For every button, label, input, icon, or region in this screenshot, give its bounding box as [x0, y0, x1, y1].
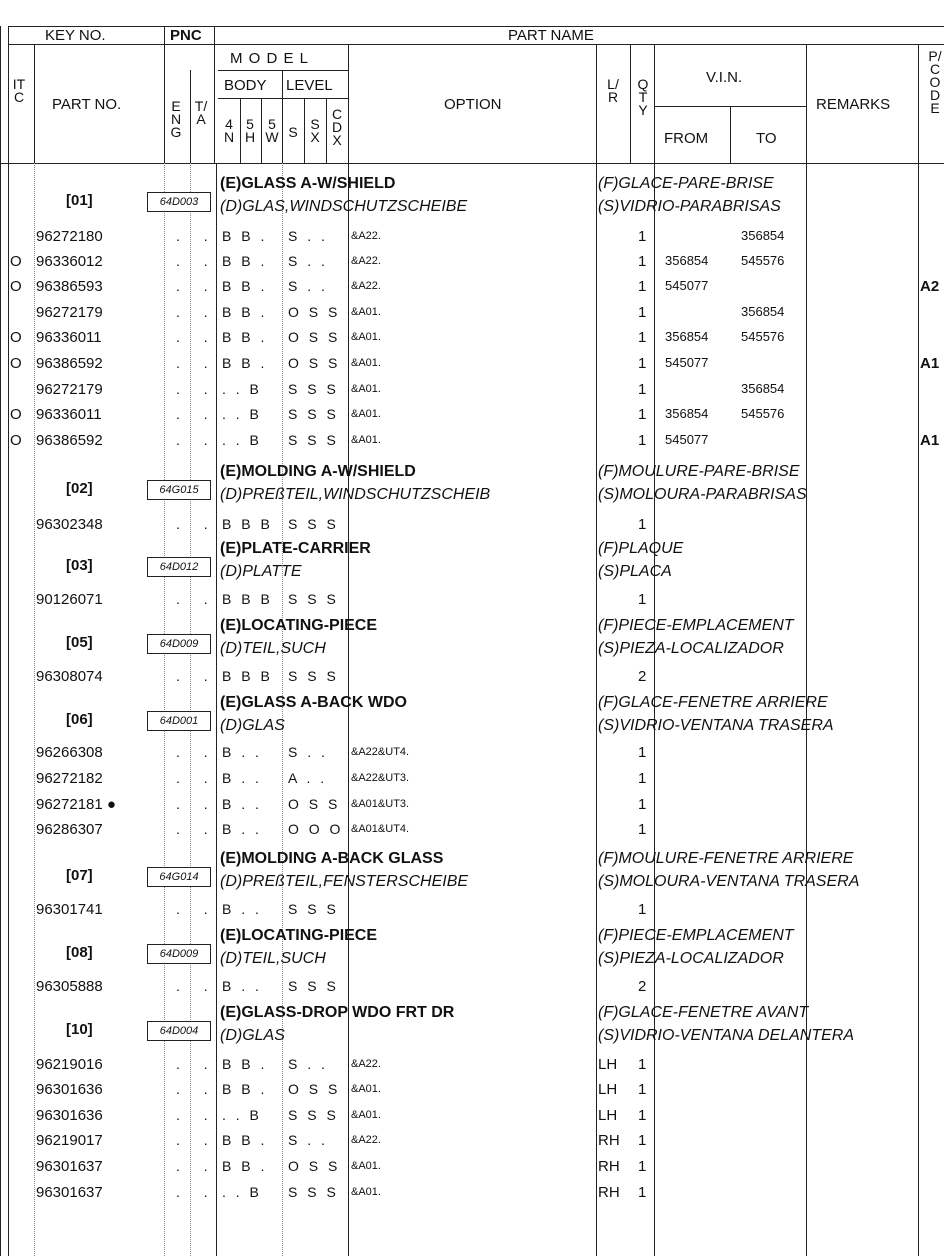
part-name-english: (E)LOCATING-PIECE [220, 927, 378, 944]
body-cell: B B . [222, 355, 268, 371]
quantity: 1 [638, 901, 647, 918]
vin-to: 356854 [741, 304, 785, 319]
quantity: 1 [638, 278, 647, 295]
part-number: 96272181 ● [36, 796, 116, 813]
body-cell: . . B [222, 406, 262, 422]
part-number: 96386593 [36, 278, 103, 295]
left-edge-line [0, 26, 1, 1256]
option-code: &A01&UT4. [351, 823, 410, 835]
level-cell: S S S [288, 901, 339, 917]
quantity: 1 [638, 591, 647, 608]
model-rule [218, 70, 348, 71]
body-cell: B . . [222, 796, 262, 812]
lr-side: RH [598, 1184, 620, 1201]
option-code: &A01. [351, 408, 381, 420]
part-number: 96301636 [36, 1081, 103, 1098]
option-code: &A22&UT4. [351, 746, 410, 758]
quantity: 1 [638, 432, 647, 449]
part-number: 96272182 [36, 770, 103, 787]
quantity: 1 [638, 1081, 647, 1098]
body-cell: B B . [222, 1132, 268, 1148]
key-number: [01] [66, 192, 93, 209]
level-cell: S S S [288, 668, 339, 684]
part-number: 96272180 [36, 228, 103, 245]
quantity: 1 [638, 253, 647, 270]
eng-ta-cell: . . [176, 1158, 218, 1174]
itc-mark: O [10, 406, 22, 423]
part-name-french: (F)PIECE-EMPLACEMENT [598, 617, 794, 634]
vin-right-line [806, 44, 807, 164]
remarks-header: REMARKS [816, 96, 891, 113]
itc-line [34, 44, 35, 164]
remarks-right-line [918, 44, 919, 164]
level-cell: O S S [288, 304, 341, 320]
quantity: 1 [638, 796, 647, 813]
option-code: &A01. [351, 1160, 381, 1172]
quantity: 1 [638, 406, 647, 423]
option-code: &A22. [351, 230, 381, 242]
lr-side: RH [598, 1158, 620, 1175]
part-name-french: (F)PIECE-EMPLACEMENT [598, 927, 794, 944]
level-sx-header: SX [310, 116, 320, 145]
body-cell: B B . [222, 278, 268, 294]
level-cell: S . . [288, 1132, 328, 1148]
body-cell: B B . [222, 253, 268, 269]
part-number: 96386592 [36, 432, 103, 449]
eng-ta-cell: . . [176, 406, 218, 422]
quantity: 1 [638, 1132, 647, 1149]
quantity: 1 [638, 770, 647, 787]
part-name-english: (E)GLASS-DROP WDO FRT DR [220, 1004, 455, 1021]
to-header: TO [756, 130, 777, 147]
part-name-spanish: (S)MOLOURA-PARABRISAS [598, 486, 807, 503]
level-cell: S . . [288, 253, 328, 269]
part-name-german: (D)PREßTEIL,WINDSCHUTZSCHEIB [220, 486, 491, 503]
option-code: &A01&UT3. [351, 798, 410, 810]
part-number: 96302348 [36, 516, 103, 533]
part-number: 96266308 [36, 744, 103, 761]
header-bottom-rule [0, 163, 944, 164]
level-cell: O S S [288, 1081, 341, 1097]
option-header: OPTION [444, 96, 502, 113]
eng-ta-cell: . . [176, 1081, 218, 1097]
production-code: A1 [920, 432, 940, 449]
quantity: 1 [638, 228, 647, 245]
part-name-german: (D)TEIL,SUCH [220, 950, 326, 967]
production-code: A2 [920, 278, 940, 295]
vin-from: 356854 [665, 406, 709, 421]
eng-ta-cell: . . [176, 978, 218, 994]
eng-ta-cell: . . [176, 228, 218, 244]
model-header: M O D E L [230, 50, 310, 67]
part-number: 96301637 [36, 1158, 103, 1175]
level-header: LEVEL [286, 77, 333, 94]
vin-to: 356854 [741, 228, 785, 243]
pnc-code-box: 64G014 [147, 867, 211, 887]
level-cdx-header: CDX [331, 106, 343, 148]
part-name-spanish: (S)VIDRIO-VENTANA DELANTERA [598, 1027, 855, 1044]
part-number: 96301741 [36, 901, 103, 918]
pnc-left-line [164, 26, 165, 164]
itc-mark: O [10, 329, 22, 346]
part-name-english: (E)PLATE-CARRIER [220, 540, 371, 557]
itc-mark: O [10, 278, 22, 295]
body-cell: . . B [222, 381, 262, 397]
itc-header: ITC [12, 76, 26, 105]
key-no-header: KEY NO. [45, 27, 106, 44]
part-name-french: (F)MOULURE-PARE-BRISE [598, 463, 800, 480]
body-cell: B B . [222, 304, 268, 320]
level-cell: O S S [288, 1158, 341, 1174]
vin-from: 545077 [665, 355, 709, 370]
part-name-spanish: (S)PIEZA-LOCALIZADOR [598, 640, 784, 657]
level-cell: S . . [288, 744, 328, 760]
vin-to: 545576 [741, 406, 785, 421]
part-number: 96386592 [36, 355, 103, 372]
quantity: 1 [638, 744, 647, 761]
part-name-spanish: (S)MOLOURA-VENTANA TRASERA [598, 873, 860, 890]
part-number: 96286307 [36, 821, 103, 838]
part-name-german: (D)PLATTE [220, 563, 302, 580]
lr-header: L/R [607, 76, 619, 105]
eng-ta-cell: . . [176, 1132, 218, 1148]
vin-from: 356854 [665, 329, 709, 344]
model-right-line [348, 44, 349, 164]
key-number: [05] [66, 634, 93, 651]
level-cell: S S S [288, 1184, 339, 1200]
pnc-code-box: 64D004 [147, 1021, 211, 1041]
part-name-english: (E)LOCATING-PIECE [220, 617, 378, 634]
body-cell: B B . [222, 1081, 268, 1097]
eng-ta-cell: . . [176, 1056, 218, 1072]
part-number: 96305888 [36, 978, 103, 995]
part-name-german: (D)PREßTEIL,FENSTERSCHEIBE [220, 873, 469, 890]
level-cell: O S S [288, 329, 341, 345]
part-name-french: (F)PLAQUE [598, 540, 684, 557]
quantity: 1 [638, 329, 647, 346]
body-cell: B B B [222, 668, 273, 684]
quantity: 1 [638, 1056, 647, 1073]
part-name-french: (F)GLACE-PARE-BRISE [598, 175, 774, 192]
pnc-code-box: 64D001 [147, 711, 211, 731]
part-name-french: (F)MOULURE-FENETRE ARRIERE [598, 850, 854, 867]
body-cell: B B . [222, 1158, 268, 1174]
level-cell: S S S [288, 591, 339, 607]
eng-ta-cell: . . [176, 744, 218, 760]
key-number: [03] [66, 557, 93, 574]
header-top-rule [8, 26, 944, 27]
eng-ta-cell: . . [176, 516, 218, 532]
eng-ta-cell: . . [176, 770, 218, 786]
level-cell: S S S [288, 432, 339, 448]
body-cell: B . . [222, 821, 262, 837]
part-name-english: (E)GLASS A-BACK WDO [220, 694, 407, 711]
lr-side: LH [598, 1081, 618, 1098]
level-cell: O O O [288, 821, 344, 837]
eng-ta-cell: . . [176, 668, 218, 684]
level-cell: S S S [288, 406, 339, 422]
pnc-right-line [214, 26, 215, 164]
level-cell: S . . [288, 1056, 328, 1072]
quantity: 1 [638, 381, 647, 398]
body-eng-line [164, 163, 165, 1256]
itc-mark: O [10, 253, 22, 270]
body-4n-header: 4N [223, 116, 235, 145]
part-name-english: (E)GLASS A-W/SHIELD [220, 175, 396, 192]
from-right-line [730, 106, 731, 164]
vin-to: 545576 [741, 253, 785, 268]
vin-header: V.I.N. [706, 69, 743, 86]
key-number: [02] [66, 480, 93, 497]
quantity: 2 [638, 668, 647, 685]
pcode-header: P/CODE [928, 48, 942, 116]
option-code: &A01. [351, 1083, 381, 1095]
body-cell: B B B [222, 516, 273, 532]
pnc-code-box: 64G015 [147, 480, 211, 500]
body-cell: B . . [222, 744, 262, 760]
body-cell: B B . [222, 228, 268, 244]
key-number: [07] [66, 867, 93, 884]
body-level-line [282, 70, 283, 164]
eng-ta-cell: . . [176, 901, 218, 917]
part-name-french: (F)GLACE-FENETRE ARRIERE [598, 694, 828, 711]
eng-ta-cell: . . [176, 1184, 218, 1200]
part-name-spanish: (S)VIDRIO-PARABRISAS [598, 198, 781, 215]
level-cell: O S S [288, 355, 341, 371]
pnc-code-box: 64D009 [147, 944, 211, 964]
part-name-spanish: (S)VIDRIO-VENTANA TRASERA [598, 717, 834, 734]
quantity: 1 [638, 304, 647, 321]
part-number: 96272179 [36, 381, 103, 398]
eng-header: ENG [170, 98, 182, 140]
left-edge-line-2 [8, 26, 9, 1256]
part-number: 96336011 [36, 406, 102, 423]
option-code: &A22. [351, 280, 381, 292]
part-name-english: (E)MOLDING A-BACK GLASS [220, 850, 444, 867]
part-number: 96272179 [36, 304, 103, 321]
lr-side: LH [598, 1107, 618, 1124]
part-name-spanish: (S)PIEZA-LOCALIZADOR [598, 950, 784, 967]
body-cell: B . . [222, 978, 262, 994]
part-number: 96336011 [36, 329, 102, 346]
quantity: 1 [638, 1107, 647, 1124]
level-cell: S S S [288, 516, 339, 532]
part-no-header: PART NO. [52, 96, 122, 113]
pnc-header: PNC [170, 27, 202, 44]
part-number: 96336012 [36, 253, 103, 270]
lr-side: RH [598, 1132, 620, 1149]
eng-ta-cell: . . [176, 1107, 218, 1123]
level-cell: S . . [288, 228, 328, 244]
header-sub-rule [8, 44, 944, 45]
key-number: [10] [66, 1021, 93, 1038]
eng-ta-cell: . . [176, 329, 218, 345]
level-col-line-2 [326, 98, 327, 164]
part-number: 96301636 [36, 1107, 103, 1124]
level-cell: O S S [288, 796, 341, 812]
level-cell: A . . [288, 770, 328, 786]
body-5h-header: 5H [244, 116, 256, 145]
part-number: 96308074 [36, 668, 103, 685]
pnc-code-box: 64D012 [147, 557, 211, 577]
option-code: &A22. [351, 1058, 381, 1070]
body-cell: . . B [222, 1184, 262, 1200]
body-cell: B B . [222, 329, 268, 345]
body-cell: . . B [222, 432, 262, 448]
option-right-line [596, 44, 597, 164]
qty-header: QTY [637, 76, 649, 118]
option-code: &A22. [351, 1134, 381, 1146]
from-header: FROM [664, 130, 709, 147]
body-cell: B . . [222, 901, 262, 917]
part-name-french: (F)GLACE-FENETRE AVANT [598, 1004, 809, 1021]
pnc-code-box: 64D003 [147, 192, 211, 212]
pnc-code-box: 64D009 [147, 634, 211, 654]
key-number: [08] [66, 944, 93, 961]
vin-to: 545576 [741, 329, 785, 344]
option-code: &A01. [351, 383, 381, 395]
body-level-rule [218, 98, 348, 99]
option-code: &A01. [351, 1186, 381, 1198]
lr-side: LH [598, 1056, 618, 1073]
body-remarks-line [918, 163, 919, 1256]
body-lr-line [596, 163, 597, 1256]
vin-from: 545077 [665, 278, 709, 293]
eng-ta-line [190, 70, 191, 164]
qty-right-line [654, 44, 655, 164]
body-5w-header: 5W [265, 116, 279, 145]
part-name-header: PART NAME [508, 27, 594, 44]
eng-ta-cell: . . [176, 253, 218, 269]
quantity: 1 [638, 821, 647, 838]
eng-ta-cell: . . [176, 381, 218, 397]
body-header: BODY [224, 77, 267, 94]
part-name-german: (D)GLAS [220, 717, 285, 734]
level-cell: S . . [288, 278, 328, 294]
option-code: &A01. [351, 306, 381, 318]
body-cell: . . B [222, 1107, 262, 1123]
option-code: &A22. [351, 255, 381, 267]
key-number: [06] [66, 711, 93, 728]
eng-ta-cell: . . [176, 304, 218, 320]
level-s-header: S [288, 124, 298, 140]
body-col-line-2 [261, 98, 262, 164]
body-col-line-1 [240, 98, 241, 164]
eng-ta-cell: . . [176, 355, 218, 371]
part-name-german: (D)GLAS [220, 1027, 285, 1044]
level-cell: S S S [288, 381, 339, 397]
lr-right-line [630, 44, 631, 164]
eng-ta-cell: . . [176, 278, 218, 294]
itc-mark: O [10, 355, 22, 372]
ta-header: T/A [194, 98, 208, 127]
quantity: 1 [638, 1158, 647, 1175]
itc-mark: O [10, 432, 22, 449]
level-cell: S S S [288, 978, 339, 994]
option-code: &A01. [351, 1109, 381, 1121]
part-number: 96219016 [36, 1056, 103, 1073]
body-cell: B B . [222, 1056, 268, 1072]
part-name-german: (D)GLAS,WINDSCHUTZSCHEIBE [220, 198, 468, 215]
production-code: A1 [920, 355, 940, 372]
part-number: 96219017 [36, 1132, 103, 1149]
body-cell: B B B [222, 591, 273, 607]
part-number: 90126071 [36, 591, 103, 608]
vin-from: 545077 [665, 432, 709, 447]
body-itc-line [34, 163, 35, 1256]
option-code: &A22&UT3. [351, 772, 410, 784]
eng-ta-cell: . . [176, 821, 218, 837]
level-col-line-1 [304, 98, 305, 164]
option-code: &A01. [351, 357, 381, 369]
quantity: 1 [638, 1184, 647, 1201]
quantity: 1 [638, 516, 647, 533]
part-name-spanish: (S)PLACA [598, 563, 672, 580]
vin-from: 356854 [665, 253, 709, 268]
part-number: 96301637 [36, 1184, 103, 1201]
option-code: &A01. [351, 434, 381, 446]
vin-to: 356854 [741, 381, 785, 396]
body-cell: B . . [222, 770, 262, 786]
quantity: 1 [638, 355, 647, 372]
part-name-german: (D)TEIL,SUCH [220, 640, 326, 657]
quantity: 2 [638, 978, 647, 995]
eng-ta-cell: . . [176, 796, 218, 812]
level-cell: S S S [288, 1107, 339, 1123]
eng-ta-cell: . . [176, 591, 218, 607]
option-code: &A01. [351, 331, 381, 343]
part-name-english: (E)MOLDING A-W/SHIELD [220, 463, 416, 480]
eng-ta-cell: . . [176, 432, 218, 448]
